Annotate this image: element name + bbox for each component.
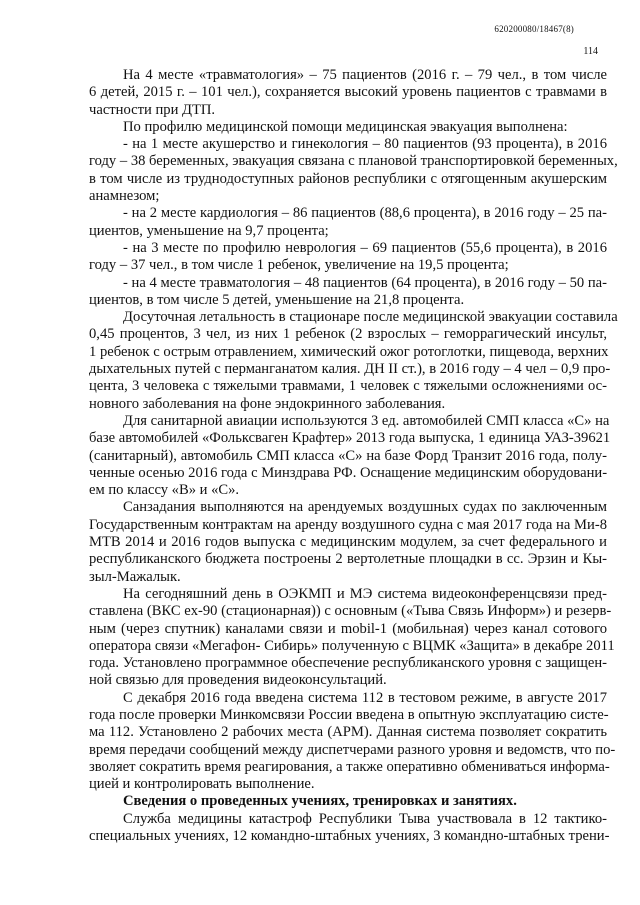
text-line: На 4 месте «травматология» – 75 пациентов (2016 г. – 79 чел., в том числе <box>123 67 607 83</box>
text-line: циентов, в том числе 5 детей, уменьшение на 21,8 процента. <box>89 291 465 308</box>
text-line: Государственным контрактам на аренду воздушного судна с мая 2017 года на Ми-8 <box>89 516 607 533</box>
text-line: 1 ребенок с острым отравлением, химический ожог ротоглотки, пищевода, верхних <box>89 343 609 360</box>
text-line: специальных учениях, 12 командно-штабных учениях, 3 командно-штабных трени- <box>89 828 610 845</box>
text-line: года. Установлено программное обеспечение республиканского уровня с защищен- <box>89 655 607 672</box>
text-line: дыхательных путей с перманганатом калия. ДН II ст.), в 2016 году – 4 чел – 0,9 про- <box>89 361 611 378</box>
text-line: (санитарный), автомобиль СМП класса «С» на базе Форд Транзит 2016 года, полу- <box>89 447 607 464</box>
text-line: ным (через спутник) каналами связи и mobil-1 (мобильная) через канал сотового <box>89 620 607 637</box>
text-line: ем по классу «В» и «С». <box>89 482 240 499</box>
document-body <box>89 67 618 845</box>
text-line: - на 2 месте кардиология – 86 пациентов (88,6 процента), в 2016 году – 25 па- <box>123 205 607 222</box>
text-line: МТВ 2014 и 2016 годов выпуска с медицинским модулем, за счет федерального и <box>89 534 607 551</box>
text-line: цента, 3 человека с тяжелыми травмами, 1 человек с тяжелыми осложнениями ос- <box>89 378 607 395</box>
text-line: - на 4 месте травматология – 48 пациентов (64 процента), в 2016 году – 50 па- <box>123 274 607 291</box>
list-item-cardiology <box>89 205 607 240</box>
text-line: Санзадания выполняются на арендуемых воздушных судах по заключенным <box>123 499 607 516</box>
text-line: 6 детей, 2015 г. – 101 чел.), сохраняется высокий уровень пациентов с травмами в <box>89 84 607 101</box>
list-item-obstetrics <box>89 136 618 205</box>
text-line: республиканского бюджета построены 2 вертолетные площадки в сс. Эрзин и Кы- <box>89 551 607 568</box>
text-line: ченные осенью 2016 года с Минздрава РФ. Оснащение медицинским оборудовани- <box>89 464 608 481</box>
text-line: базе автомобилей «Фольксваген Крафтер» 2013 года выпуска, 1 единица УАЗ-39621 <box>89 430 611 447</box>
page-number: 114 <box>583 46 598 57</box>
text-line: По профилю медицинской помощи медицинская эвакуация выполнена: <box>123 118 568 135</box>
text-line: году – 38 беременных, эвакуация связана с плановой транспортировкой беременных, <box>89 153 618 170</box>
doc-id: 620200080/18467(8) <box>494 24 574 34</box>
text-line: зыл-Мажалык. <box>89 568 181 585</box>
text-line: частности при ДТП. <box>89 101 216 118</box>
text-line: Для санитарной авиации используются 3 ед. автомобилей СМП класса «С» на <box>123 412 610 429</box>
text-line: Досуточная летальность в стационаре после медицинской эвакуации составила <box>123 309 618 326</box>
text-line: новного заболевания на фоне эндокринного заболевания. <box>89 395 446 412</box>
text-line: время передачи сообщений между диспетчерами разного уровня и ведомств, что по- <box>89 741 616 758</box>
text-line: анамнезом; <box>89 188 160 205</box>
text-line: в том числе из труднодоступных районов республики с отягощенным акушерским <box>89 170 607 187</box>
text-line: Сведения о проведенных учениях, тренировках и занятиях. <box>123 793 517 810</box>
text-line: ной связью для проведения видеоконсультаций. <box>89 672 387 689</box>
text-line: - на 1 месте акушерство и гинекология – 80 пациентов (93 процента), в 2016 <box>123 136 607 153</box>
paragraph-air-missions <box>89 499 607 585</box>
paragraph-system-112 <box>89 689 616 794</box>
text-line: - на 3 месте по профилю неврология – 69 пациентов (55,6 процента), в 2016 <box>123 239 607 256</box>
text-line: цией и контролировать выполнение. <box>89 776 315 793</box>
text-line: года после проверки Минкомсвязи России введена в опытную эксплуатацию систе- <box>89 706 609 723</box>
paragraph-evacuation-intro <box>89 119 607 136</box>
text-line: ставлена (ВКС ex-90 (стационарная)) с основным («Тыва Связь Информ») и резерв- <box>89 603 612 620</box>
section-heading <box>89 793 607 810</box>
paragraph-mortality <box>89 309 618 413</box>
text-line: ма 112. Установлено 2 рабочих места (АРМ). Данная система позволяет сократить <box>89 724 607 741</box>
list-item-neurology <box>89 240 607 275</box>
paragraph-exercises <box>89 810 610 846</box>
paragraph-trauma-4th <box>89 67 607 119</box>
text-line: 0,45 процентов, 3 чел, из них 1 ребенок (2 взрослых – геморрагический инсульт, <box>89 326 607 343</box>
text-line: зволяет сократить время реагирования, а также оперативно обмениваться информа- <box>89 758 610 775</box>
text-line: Служба медицины катастроф Республики Тыва участвовала в 12 тактико- <box>123 810 607 827</box>
paragraph-sanitary-aviation <box>89 412 611 499</box>
list-item-traumatology <box>89 275 607 310</box>
text-line: циентов, уменьшение на 9,7 процента; <box>89 222 329 239</box>
text-line: С декабря 2016 года введена система 112 в тестовом режиме, в августе 2017 <box>123 689 607 706</box>
text-line: На сегодняшний день в ОЭКМП и МЭ система видеоконференцсвязи пред- <box>123 585 607 602</box>
text-line: году – 37 чел., в том числе 1 ребенок, увеличение на 19,5 процента; <box>89 257 509 274</box>
text-line: оператора связи «Мегафон- Сибирь» полученную с ВЦМК «Защита» в декабре 2011 <box>89 637 615 654</box>
paragraph-videoconference <box>89 585 615 690</box>
